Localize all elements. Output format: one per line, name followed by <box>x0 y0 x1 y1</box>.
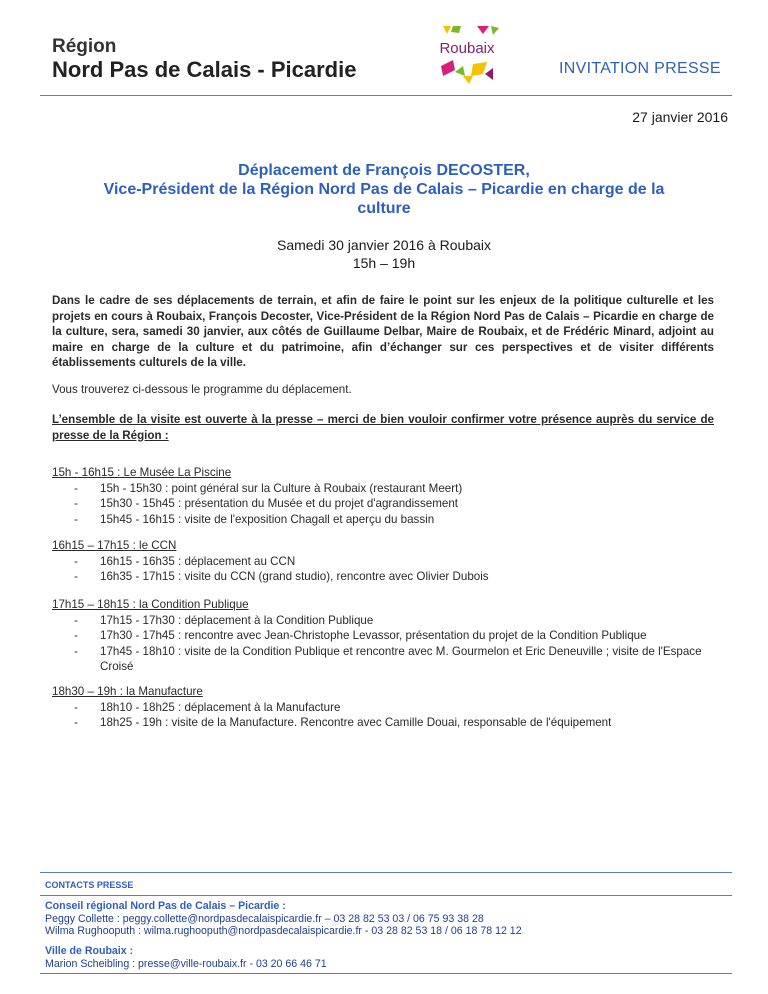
list-item <box>52 512 732 528</box>
list-item <box>52 569 732 585</box>
bullet-dash: - <box>74 481 78 495</box>
contact-line: Wilma Rughooputh : wilma.rughooputh@nordpasdecalaispicardie.fr - 03 28 82 53 18 / 06 18 78 12 12 <box>45 925 522 937</box>
region-contacts-heading: Conseil régional Nord Pas de Calais – Picardie : <box>45 900 286 912</box>
item-text: 15h45 - 16h15 : visite de l'exposition Chagall et aperçu du bassin <box>100 512 435 526</box>
event-day: Samedi 30 janvier 2016 à Roubaix <box>276 237 492 253</box>
bullet-dash: - <box>74 700 78 714</box>
contacts-title: CONTACTS PRESSE <box>45 880 134 890</box>
bullet-dash: - <box>74 554 78 568</box>
bullet-dash: - <box>74 613 78 627</box>
roubaix-logo <box>433 26 501 84</box>
bullet-dash: - <box>74 497 78 511</box>
ville-contacts-heading: Ville de Roubaix : <box>45 945 134 957</box>
event-when <box>40 236 728 272</box>
item-text: 17h45 - 18h10 : visite de la Condition Publique et rencontre avec M. Gourmelon et Eric Deneuville ; visite de l'Espace Croisé <box>100 644 702 674</box>
program-intro: Vous trouverez ci-dessous le programme du déplacement. <box>52 383 352 396</box>
item-text: 16h35 - 17h15 : visite du CCN (grand studio), rencontre avec Olivier Dubois <box>100 570 489 584</box>
list-item <box>52 715 732 731</box>
item-text: 18h10 - 18h25 : déplacement à la Manufacture <box>100 700 341 714</box>
section-title: 17h15 – 18h15 : la Condition Publique <box>52 598 249 611</box>
list-item <box>52 613 732 629</box>
event-hours: 15h – 19h <box>352 255 416 271</box>
document-title <box>40 161 728 218</box>
program-section <box>52 538 732 585</box>
bullet-dash: - <box>74 629 78 643</box>
item-text: 18h25 - 19h : visite de la Manufacture. Rencontre avec Camille Douai, responsable de l'équipement <box>100 716 612 730</box>
bullet-dash: - <box>74 570 78 584</box>
item-text: 16h15 - 16h35 : déplacement au CCN <box>100 554 296 568</box>
item-text: 17h30 - 17h45 : rencontre avec Jean-Christophe Levassor, présentation du projet de la Condition Publique <box>100 629 647 643</box>
title-line: Déplacement de François DECOSTER, <box>238 162 530 179</box>
title-line: Vice-Président de la Région Nord Pas de Calais – Picardie en charge de la <box>103 181 665 198</box>
bullet-dash: - <box>74 512 78 526</box>
section-title: 15h - 16h15 : Le Musée La Piscine <box>52 466 232 479</box>
bullet-dash: - <box>74 644 78 658</box>
list-item <box>52 700 732 716</box>
title-line: culture <box>357 200 411 217</box>
program-section <box>52 465 732 527</box>
bullet-dash: - <box>74 716 78 730</box>
footer-divider <box>40 973 732 974</box>
footer-divider <box>40 872 732 873</box>
logo-text: Roubaix <box>439 40 495 57</box>
list-item <box>52 496 732 512</box>
list-item <box>52 481 732 497</box>
contact-line: Peggy Collette : peggy.collette@nordpasdecalaispicardie.fr – 03 28 82 53 03 / 06 75 93 38 28 <box>45 912 484 925</box>
header-divider <box>40 95 732 96</box>
section-title: 18h30 – 19h : la Manufacture <box>52 685 203 698</box>
program-section <box>52 684 732 731</box>
region-label: Région <box>52 36 117 57</box>
ville-contacts <box>45 945 327 970</box>
region-contacts <box>45 900 522 938</box>
section-title: 16h15 – 17h15 : le CCN <box>52 539 177 552</box>
list-item <box>52 628 732 644</box>
list-item <box>52 554 732 570</box>
region-name: Nord Pas de Calais - Picardie <box>52 57 357 82</box>
item-text: 15h - 15h30 : point général sur la Culture à Roubaix (restaurant Meert) <box>100 481 463 495</box>
item-text: 15h30 - 15h45 : présentation du Musée et du projet d'agrandissement <box>100 497 458 511</box>
contact-line: Marion Scheibling : presse@ville-roubaix.fr - 03 20 66 46 71 <box>45 957 327 970</box>
intro-paragraph: Dans le cadre de ses déplacements de terrain, et afin de faire le point sur les enjeux de la politique culturelle et les projets en cours à Roubaix, François Decoster, Vice-Président de la Région Nord Pas de Calais – Picardie en charge de la culture, sera, samedi 30 janvier, aux côtés de Guillaume Delbar, Maire de Roubaix, et de Frédéric Minard, adjoint au maire en charge de la culture et du patrimoine, afin d’échanger sur ces perspectives et de visiter différents établissements culturels de la ville. <box>52 294 714 369</box>
list-item <box>52 644 732 675</box>
footer-divider <box>40 895 732 896</box>
document-date: 27 janvier 2016 <box>632 109 728 125</box>
item-text: 17h15 - 17h30 : déplacement à la Condition Publique <box>100 613 374 627</box>
program-section <box>52 597 732 675</box>
press-note: L’ensemble de la visite est ouverte à la presse – merci de bien vouloir confirmer votre présence auprès du service de presse de la Région : <box>52 413 714 442</box>
invitation-label: INVITATION PRESSE <box>559 60 721 77</box>
